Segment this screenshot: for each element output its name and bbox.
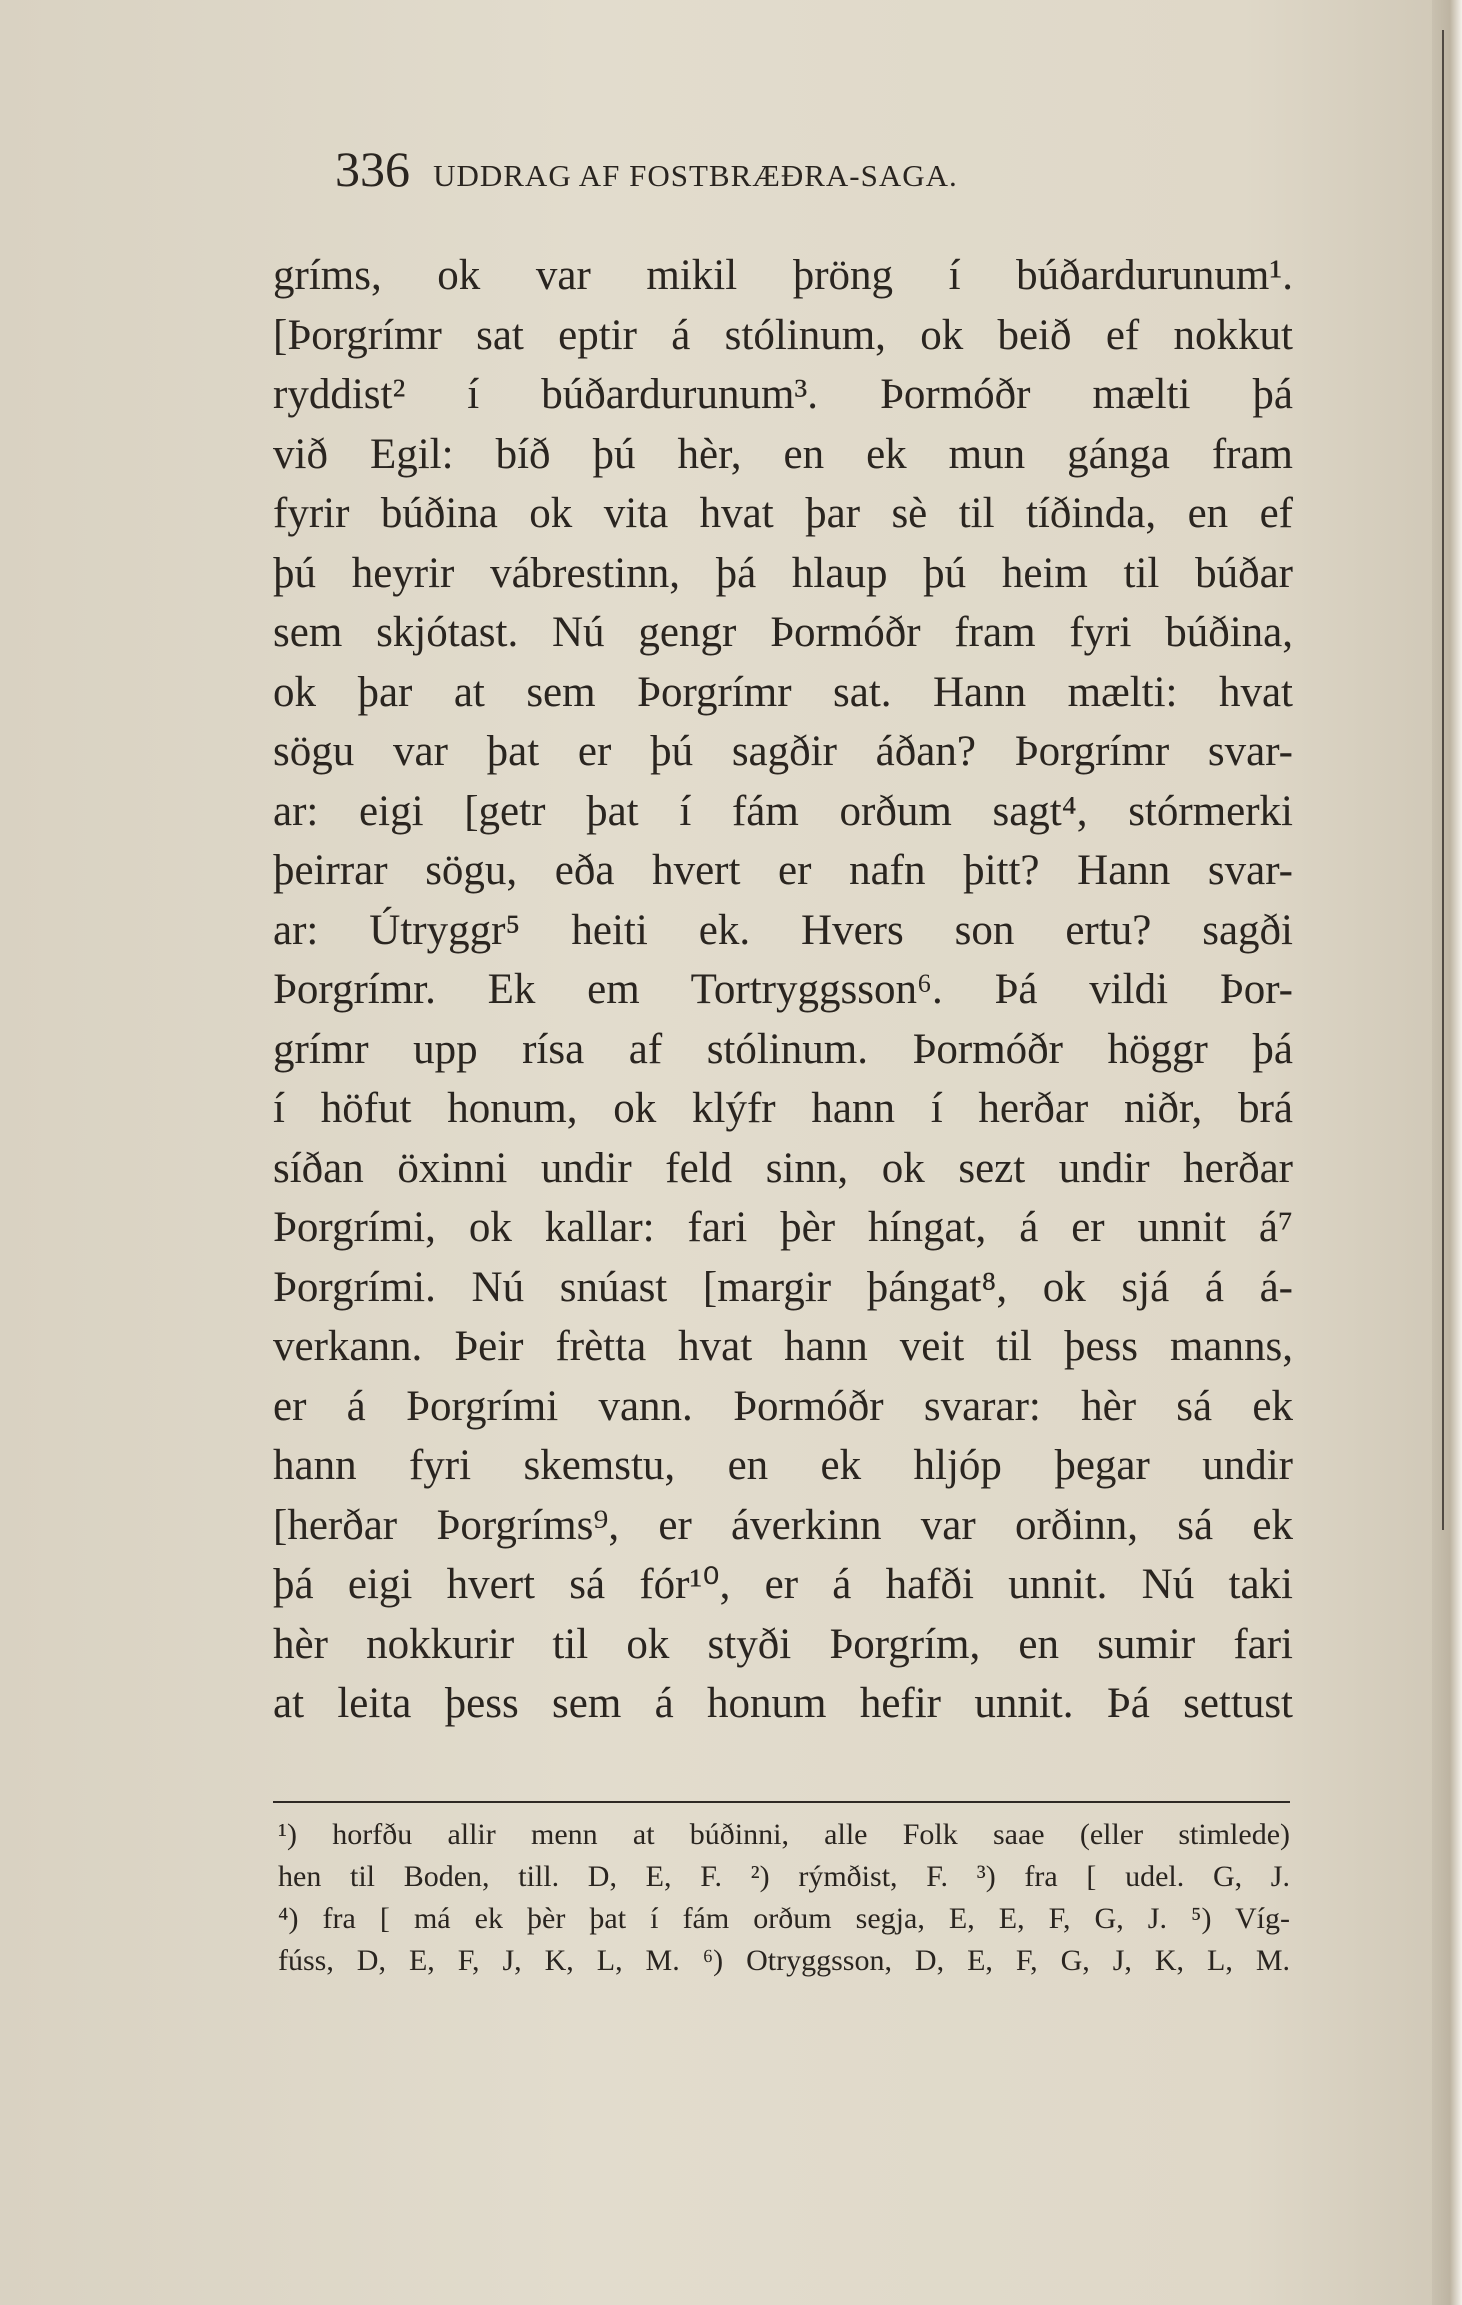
page-number: 336 — [335, 141, 410, 197]
text-line: ar: Útryggr⁵ heiti ek. Hvers son ertu? sagði — [273, 906, 1293, 954]
text-line: Þorgrímr. Ek em Tortryggsson⁶. Þá vildi Þor- — [273, 966, 1293, 1013]
text-line: við Egil: bíð þú hèr, en ek mun gánga fram — [273, 430, 1293, 478]
body-text — [273, 246, 1293, 1734]
text-line: at leita þess sem á honum hefir unnit. Þá settust — [273, 1680, 1293, 1727]
text-line: gríms, ok var mikil þröng í búðardurunum¹. — [273, 252, 1293, 299]
text-line: ok þar at sem Þorgrímr sat. Hann mælti: hvat — [273, 668, 1293, 716]
footnote-line: fúss, D, E, F, J, K, L, M. ⁶) Otryggsson, D, E, F, G, J, K, L, M. — [278, 1944, 1290, 1977]
text-line: Þorgrími. Nú snúast [margir þángat⁸, ok sjá á á- — [273, 1263, 1293, 1311]
footnote-line: ¹) horfðu allir menn at búðinni, alle Folk saae (eller stimlede) — [278, 1818, 1290, 1851]
text-line: verkann. Þeir frètta hvat hann veit til þess manns, — [273, 1323, 1293, 1370]
text-line: fyrir búðina ok vita hvat þar sè til tíðinda, en ef — [273, 490, 1293, 537]
text-line: sem skjótast. Nú gengr Þormóðr fram fyri búðina, — [273, 609, 1293, 656]
footnote-divider — [273, 1801, 1290, 1803]
text-line: ryddist² í búðardurunum³. Þormóðr mælti þá — [273, 371, 1293, 418]
footnotes — [278, 1814, 1290, 1982]
text-line: er á Þorgrími vann. Þormóðr svarar: hèr sá ek — [273, 1382, 1293, 1430]
text-line: hann fyri skemstu, en ek hljóp þegar undir — [273, 1442, 1293, 1489]
text-line: [Þorgrímr sat eptir á stólinum, ok beið ef nokkut — [273, 311, 1293, 359]
text-line: grímr upp rísa af stólinum. Þormóðr höggr þá — [273, 1025, 1293, 1073]
text-line: síðan öxinni undir feld sinn, ok sezt undir herðar — [273, 1144, 1293, 1192]
text-line: Þorgrími, ok kallar: fari þèr híngat, á er unnit á⁷ — [273, 1204, 1293, 1251]
text-line: sögu var þat er þú sagðir áðan? Þorgrímr svar- — [273, 728, 1293, 775]
text-line: þeirrar sögu, eða hvert er nafn þitt? Hann svar- — [273, 847, 1293, 894]
text-line: hèr nokkurir til ok styði Þorgrím, en sumir fari — [273, 1620, 1293, 1668]
page-spine-edge — [1432, 0, 1462, 2305]
text-line: [herðar Þorgríms⁹, er áverkinn var orðinn, sá ek — [273, 1501, 1293, 1549]
text-line: ar: eigi [getr þat í fám orðum sagt⁴, stórmerki — [273, 787, 1293, 835]
text-line: þú heyrir vábrestinn, þá hlaup þú heim til búðar — [273, 549, 1293, 597]
text-line: í höfut honum, ok klýfr hann í herðar niðr, brá — [273, 1085, 1293, 1132]
spine-rule — [1442, 30, 1444, 1530]
text-line: þá eigi hvert sá fór¹⁰, er á hafði unnit. Nú taki — [273, 1561, 1293, 1608]
page-header — [335, 140, 1235, 210]
running-title: UDDRAG AF FOSTBRÆÐRA-SAGA. — [433, 158, 958, 193]
footnote-line: hen til Boden, till. D, E, F. ²) rýmðist, F. ³) fra [ udel. G, J. — [278, 1860, 1290, 1893]
footnote-line: ⁴) fra [ má ek þèr þat í fám orðum segja, E, E, F, G, J. ⁵) Víg- — [278, 1902, 1290, 1935]
